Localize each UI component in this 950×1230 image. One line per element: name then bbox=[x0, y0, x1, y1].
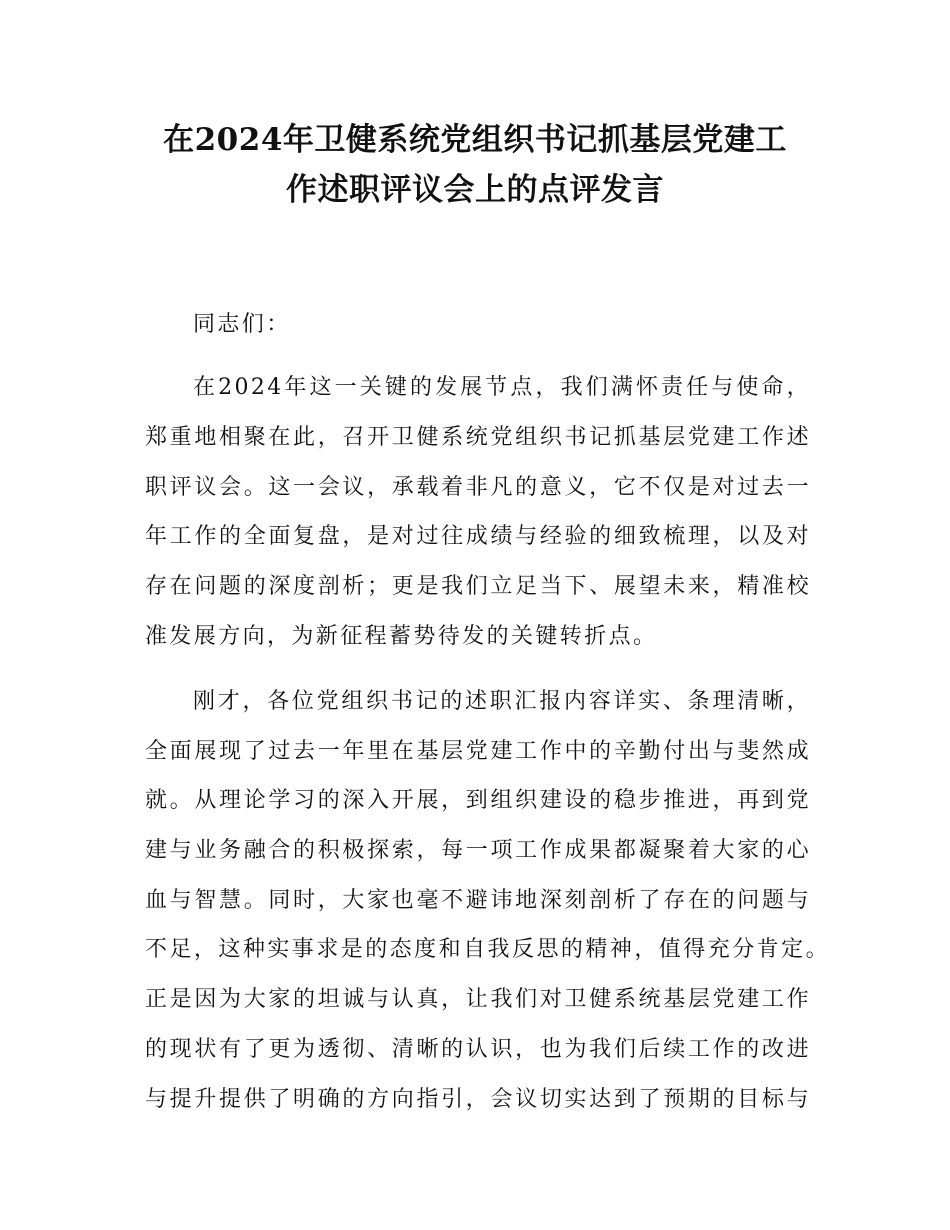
paragraph-line: 年工作的全面复盘，是对过往成绩与经验的细致梳理，以及对 bbox=[145, 524, 811, 549]
paragraph-line: 刚才，各位党组织书记的述职汇报内容详实、条理清晰， bbox=[193, 689, 811, 714]
paragraph-line: 在2024年这一关键的发展节点，我们满怀责任与使命， bbox=[193, 375, 811, 400]
paragraph-line: 不足，这种实事求是的态度和自我反思的精神，值得充分肯定。 bbox=[145, 937, 830, 962]
paragraph-line: 的现状有了更为透彻、清晰的认识，也为我们后续工作的改进 bbox=[145, 1037, 811, 1062]
paragraph-line: 血与智慧。同时，大家也毫不避讳地深刻剖析了存在的问题与 bbox=[145, 888, 811, 913]
paragraph-line: 职评议会。这一会议，承载着非凡的意义，它不仅是对过去一 bbox=[145, 475, 811, 500]
document-title-line-2: 作述职评议会上的点评发言 bbox=[286, 172, 664, 208]
paragraph-line: 建与业务融合的积极探索，每一项工作成果都凝聚着大家的心 bbox=[145, 838, 811, 863]
document-title-line-1: 在2024年卫健系统党组织书记抓基层党建工 bbox=[163, 122, 787, 158]
paragraph-line: 就。从理论学习的深入开展，到组织建设的稳步推进，再到党 bbox=[145, 788, 811, 813]
paragraph-line: 准发展方向，为新征程蓄势待发的关键转折点。 bbox=[145, 624, 658, 649]
paragraph-line: 存在问题的深度剖析；更是我们立足当下、展望未来，精准校 bbox=[145, 574, 811, 599]
paragraph-line: 郑重地相聚在此，召开卫健系统党组织书记抓基层党建工作述 bbox=[145, 425, 811, 450]
paragraph-line: 全面展现了过去一年里在基层党建工作中的辛勤付出与斐然成 bbox=[145, 739, 811, 764]
paragraph-line: 与提升提供了明确的方向指引，会议切实达到了预期的目标与 bbox=[145, 1087, 811, 1112]
paragraph-line: 正是因为大家的坦诚与认真，让我们对卫健系统基层党建工作 bbox=[145, 987, 811, 1012]
salutation: 同志们： bbox=[193, 312, 291, 337]
